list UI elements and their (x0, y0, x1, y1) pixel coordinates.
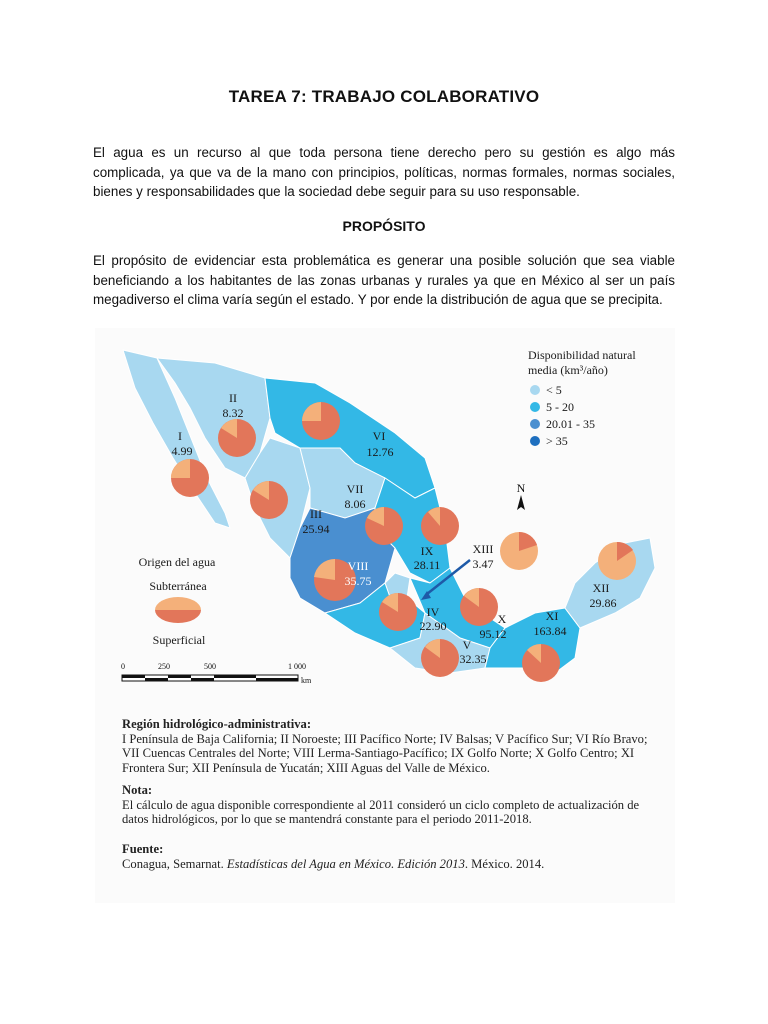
region-i-value: 4.99 (171, 444, 193, 458)
region-vi-numeral: VI (372, 429, 386, 443)
north-arrow-icon (517, 481, 526, 510)
region-v-numeral: V (462, 638, 472, 652)
pie-region-xiii (500, 532, 538, 570)
pie-region-xi (522, 644, 560, 682)
region-caption (122, 717, 662, 775)
region-xi-value: 163.84 (533, 624, 567, 638)
pie-region-v (421, 639, 459, 677)
origin-title: Origen del agua (138, 555, 216, 569)
region-caption-text: I Península de Baja California; II Noroeste; III Pacífico Norte; IV Balsas; V Pacífico Sur; VI Río Bravo; VII Cuencas Centrales del Norte; VIII Lerma-Santiago-Pacífico; IX Golfo Norte; X Golfo Centro; XI Frontera Sur; XII Península de Yucatán; XIII Aguas del Valle de México. (122, 731, 648, 775)
region-x-numeral: X (497, 612, 507, 626)
region-xiii-value: 3.47 (472, 557, 494, 571)
svg-text:km: km (301, 676, 312, 685)
legend-title-line2: media (km³/año) (528, 363, 608, 377)
legend-swatch-lt5 (530, 385, 540, 395)
fuente-caption (122, 842, 662, 871)
legend-swatch-20-35 (530, 419, 540, 429)
nota-text: El cálculo de agua disponible correspondiente al 2011 consideró un ciclo completo de actualización de datos hidrológicos, por lo que se mantendrá constante para el periodo 2011-2018. (122, 797, 640, 826)
legend-label-5-20: 5 - 20 (546, 400, 574, 414)
region-iv-numeral: IV (426, 605, 440, 619)
pie-region-vi (302, 402, 340, 440)
origin-ground-label: Subterránea (149, 579, 207, 593)
region-vii-value: 8.06 (344, 497, 366, 511)
region-ix-value: 28.11 (413, 558, 441, 572)
region-vii-numeral: VII (346, 482, 364, 496)
region-xii-value: 29.86 (589, 596, 617, 610)
svg-text:1 000: 1 000 (288, 662, 306, 671)
pie-region-xii (598, 542, 636, 580)
region-viii-numeral: VIII (347, 559, 369, 573)
region-ii-value: 8.32 (222, 406, 244, 420)
pie-region-ix (421, 507, 459, 545)
pie-region-i (171, 459, 209, 497)
pie-region-iv (379, 593, 417, 631)
region-xii-numeral: XII (592, 581, 610, 595)
legend-label-20-35: 20.01 - 35 (546, 417, 595, 431)
nota-caption (122, 783, 662, 827)
pie-region-ii (218, 419, 256, 457)
fuente-heading: Fuente: (122, 842, 164, 856)
svg-text:250: 250 (158, 662, 170, 671)
pie-region-vii (365, 507, 403, 545)
svg-text:500: 500 (204, 662, 216, 671)
svg-text:0: 0 (121, 662, 125, 671)
origin-legend-pie (155, 597, 201, 623)
region-i-numeral: I (178, 429, 182, 443)
region-xi-numeral: XI (545, 609, 559, 623)
fuente-text: Conagua, Semarnat. Estadísticas del Agua en México. Edición 2013. México. 2014. (122, 856, 545, 871)
scale-bar (121, 662, 312, 685)
region-vi-value: 12.76 (366, 445, 394, 459)
pie-region-iii (250, 481, 288, 519)
region-iv-value: 22.90 (419, 619, 447, 633)
purpose-paragraph: El propósito de evidenciar esta problemática es generar una posible solución que sea viable beneficiando a los habitantes de las zonas urbanas y rurales ya que en México al ser un país megadiverso el clima varía según el estado. Y por ende la distribución de agua que se precipita. (93, 253, 675, 307)
legend-swatch-gt35 (530, 436, 540, 446)
legend-label-gt35: > 35 (546, 434, 568, 448)
water-availability-figure (95, 328, 675, 903)
region-x-value: 95.12 (479, 627, 507, 641)
legend-title-line1: Disponibilidad natural (528, 348, 636, 362)
svg-text:N: N (516, 481, 526, 495)
region-viii-value: 35.75 (344, 574, 372, 588)
purpose-heading: PROPÓSITO (342, 218, 426, 234)
intro-paragraph: El agua es un recurso al que toda persona tiene derecho pero su gestión es algo más complicada, ya que va de la mano con principios, políticas, normas formales, normas sociales, bienes y responsabilidades que la sociedad debe seguir para su uso responsable. (93, 145, 675, 199)
mexico-map (95, 328, 675, 703)
pie-region-x (460, 588, 498, 626)
region-ix-numeral: IX (420, 544, 434, 558)
region-v-value: 32.35 (459, 652, 487, 666)
region-ii-numeral: II (229, 391, 237, 405)
origin-surface-label: Superficial (152, 633, 206, 647)
region-iii-numeral: III (310, 507, 322, 521)
region-iii-value: 25.94 (302, 522, 330, 536)
region-xiii-numeral: XIII (472, 542, 494, 556)
region-caption-heading: Región hidrológico-administrativa: (122, 717, 312, 731)
legend-label-lt5: < 5 (546, 383, 562, 397)
document-title: TAREA 7: TRABAJO COLABORATIVO (228, 87, 540, 106)
nota-heading: Nota: (122, 783, 153, 797)
legend-swatch-5-20 (530, 402, 540, 412)
